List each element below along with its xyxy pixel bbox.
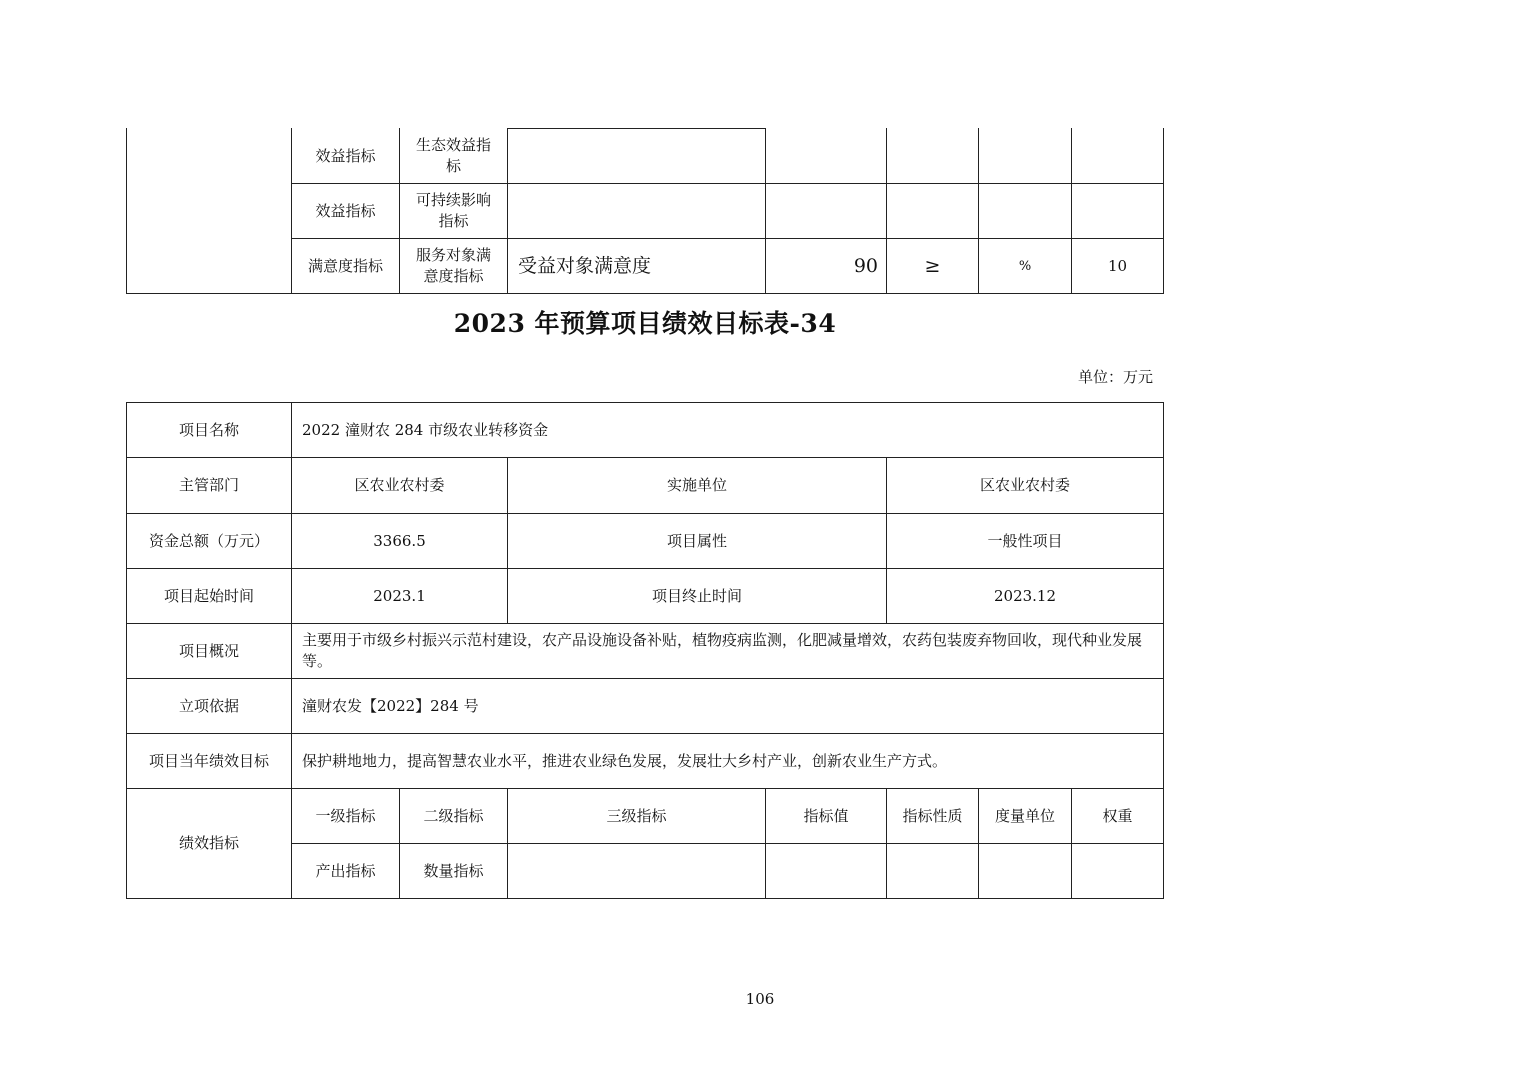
- dept-label: 主管部门: [178, 476, 239, 494]
- top-row3-level2: 服务对象满意度指标: [415, 246, 491, 285]
- top-row3-value: 90: [853, 254, 878, 277]
- header-level1: 一级指标: [315, 806, 376, 825]
- goal-label: 项目当年绩效目标: [148, 751, 269, 770]
- project-name-label: 项目名称: [178, 420, 239, 439]
- fund-label: 资金总额（万元）: [148, 531, 269, 550]
- top-row1-level2: 生态效益指标: [415, 136, 491, 175]
- dept-value: 区农业农村委: [354, 476, 445, 494]
- project-name-value: 2022 潼财农 284 市级农业转移资金: [302, 420, 549, 439]
- basis-label: 立项依据: [178, 696, 239, 715]
- top-row3-level1: 满意度指标: [307, 256, 383, 275]
- header-unit: 度量单位: [994, 806, 1055, 825]
- top-row2-level1: 效益指标: [315, 201, 376, 220]
- attr-label: 项目属性: [666, 531, 727, 550]
- start-value: 2023.1: [373, 586, 426, 605]
- row1-level2: 数量指标: [423, 861, 484, 880]
- impl-label: 实施单位: [666, 476, 727, 494]
- fund-value: 3366.5: [373, 531, 426, 550]
- top-row3-unit: %: [1018, 258, 1032, 274]
- attr-value: 一般性项目: [987, 531, 1063, 550]
- header-weight: 权重: [1102, 806, 1133, 825]
- start-label: 项目起始时间: [163, 586, 254, 605]
- page-title: 2023 年预算项目绩效目标表-34: [453, 309, 837, 338]
- goal-value: 保护耕地地力，提高智慧农业水平，推进农业绿色发展，发展壮大乡村产业，创新农业生产方式。: [302, 751, 948, 770]
- top-row3-nature: ≥: [924, 254, 941, 277]
- row1-level1: 产出指标: [315, 861, 376, 880]
- end-value: 2023.12: [993, 586, 1057, 605]
- unit-label: 单位：万元: [1077, 368, 1153, 386]
- overview-label: 项目概况: [178, 641, 239, 660]
- perf-label: 绩效指标: [178, 834, 239, 852]
- header-value: 指标值: [803, 806, 849, 825]
- header-nature: 指标性质: [902, 806, 963, 825]
- header-level3: 三级指标: [606, 806, 667, 825]
- impl-value: 区农业农村委: [979, 476, 1070, 494]
- top-row2-level2: 可持续影响指标: [415, 191, 491, 230]
- overview-value: 主要用于市级乡村振兴示范村建设，农产品设施设备补贴，植物疫病监测，化肥减量增效，农药包装废弃物回收，现代种业发展等。: [302, 631, 1143, 670]
- top-row3-level3: 受益对象满意度: [518, 254, 652, 277]
- end-label: 项目终止时间: [651, 586, 742, 605]
- top-row1-level1: 效益指标: [315, 146, 376, 165]
- header-level2: 二级指标: [423, 806, 484, 825]
- page-number: 106: [745, 990, 775, 1008]
- basis-value: 潼财农发【2022】284 号: [302, 696, 479, 715]
- top-row3-weight: 10: [1107, 256, 1128, 275]
